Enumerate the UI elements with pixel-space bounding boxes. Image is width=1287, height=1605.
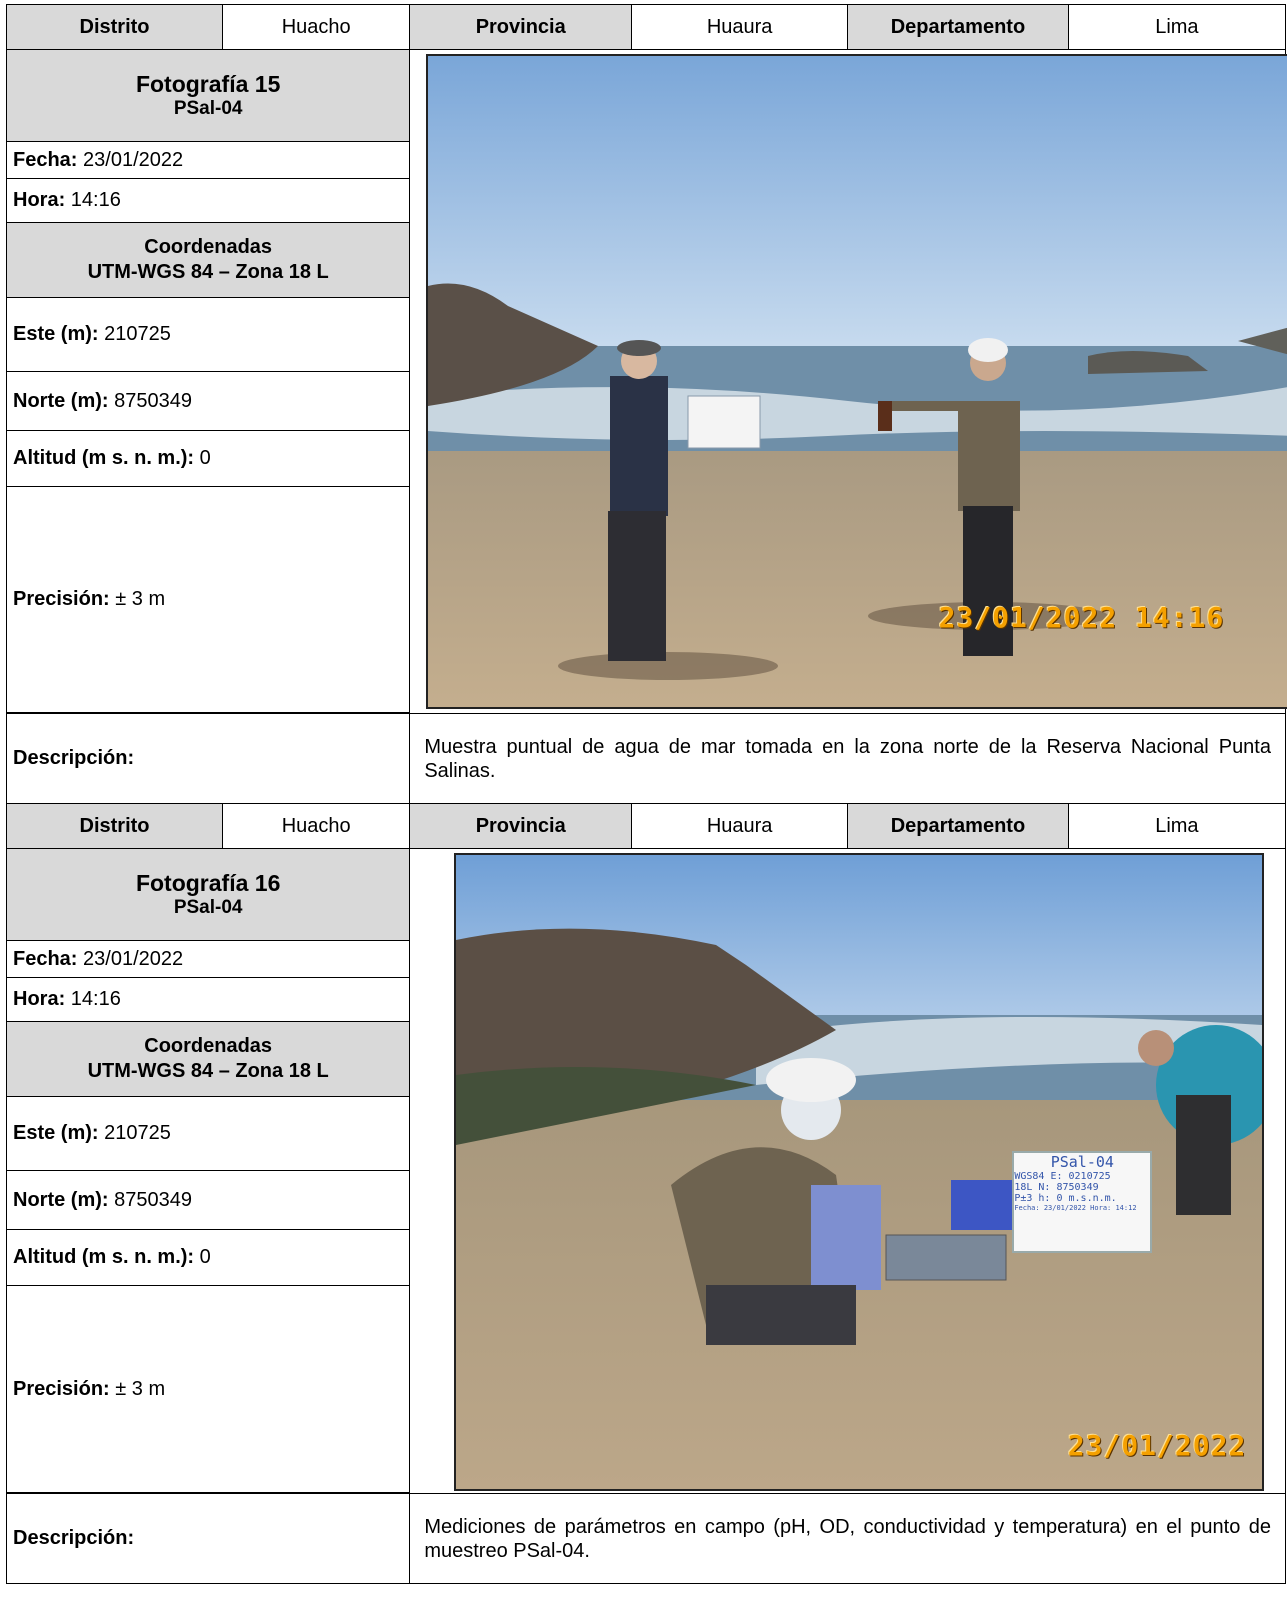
altitud-row — [7, 431, 410, 487]
fecha-value: 23/01/2022 — [83, 947, 184, 970]
departamento-value: Lima — [1068, 5, 1285, 50]
precision-value: ± 3 m — [115, 1377, 166, 1400]
precision-row — [7, 487, 410, 713]
altitud-label: Altitud (m s. n. m.): — [13, 447, 195, 469]
location-header-row — [7, 5, 1286, 50]
photo-cell — [410, 849, 1286, 1494]
hora-row — [7, 978, 410, 1022]
photo-date-stamp: 23/01/2022 — [1067, 1429, 1247, 1462]
precision-value: ± 3 m — [115, 588, 166, 610]
photo-title: Fotografía 15 — [135, 71, 281, 97]
este-row — [7, 1097, 410, 1171]
point-code: PSal-04 — [173, 98, 243, 119]
photo-title-cell — [7, 849, 410, 941]
distrito-value: Huacho — [223, 5, 410, 50]
photo-record-sheet — [6, 4, 1286, 1584]
provincia-value: Huaura — [632, 804, 848, 849]
descripcion-text: Muestra puntual de agua de mar tomada en la zona norte de la Reserva Nacional Punta Salinas. — [410, 714, 1286, 804]
este-label: Este (m): — [13, 1122, 99, 1144]
coord-title: Coordenadas — [144, 236, 273, 258]
fecha-label: Fecha: — [13, 947, 78, 970]
board-line: WGS84 E: 0210725 — [1014, 1171, 1111, 1182]
location-header-row — [7, 804, 1286, 849]
board-line: 18L N: 8750349 — [1014, 1182, 1099, 1193]
provincia-label: Provincia — [410, 5, 632, 50]
fecha-value: 23/01/2022 — [83, 148, 184, 171]
precision-label: Precisión: — [13, 1377, 110, 1400]
photo-title: Fotografía 16 — [135, 870, 281, 896]
este-value: 210725 — [104, 1122, 171, 1144]
este-value: 210725 — [104, 323, 171, 345]
descripcion-label: Descripción: — [7, 714, 410, 804]
norte-label: Norte (m): — [13, 389, 109, 412]
norte-row — [7, 372, 410, 431]
distrito-label: Distrito — [7, 804, 223, 849]
coordinates-header — [7, 1022, 410, 1097]
departamento-label: Departamento — [848, 5, 1069, 50]
norte-label: Norte (m): — [13, 1188, 109, 1211]
altitud-value: 0 — [199, 1246, 211, 1268]
beach-sampling-photo — [426, 54, 1287, 709]
board-line: Fecha: 23/01/2022 Hora: 14:12 — [1014, 1204, 1137, 1212]
distrito-label: Distrito — [7, 5, 223, 50]
hora-value: 14:16 — [70, 988, 121, 1010]
este-label: Este (m): — [13, 323, 99, 345]
board-line: P±3 h: 0 m.s.n.m. — [1014, 1193, 1117, 1204]
este-row — [7, 298, 410, 372]
distrito-value: Huacho — [223, 804, 410, 849]
field-measurement-photo — [454, 853, 1264, 1491]
descripcion-text: Mediciones de parámetros en campo (pH, OD, conductividad y temperatura) en el punto de muestreo PSal-04. — [410, 1494, 1286, 1584]
hora-label: Hora: — [13, 988, 66, 1010]
norte-value: 8750349 — [114, 389, 192, 412]
fecha-label: Fecha: — [13, 148, 78, 171]
photo-cell — [410, 50, 1286, 714]
altitud-value: 0 — [199, 447, 211, 469]
hora-label: Hora: — [13, 189, 66, 211]
norte-value: 8750349 — [114, 1188, 192, 1211]
precision-row — [7, 1286, 410, 1493]
altitud-row — [7, 1230, 410, 1286]
hora-row — [7, 179, 410, 223]
coord-system: UTM-WGS 84 – Zona 18 L — [87, 1060, 329, 1082]
sample-id-board — [1012, 1151, 1152, 1253]
departamento-value: Lima — [1068, 804, 1285, 849]
hora-value: 14:16 — [70, 189, 121, 211]
descripcion-label: Descripción: — [7, 1494, 410, 1584]
precision-label: Precisión: — [13, 588, 110, 610]
point-code: PSal-04 — [173, 897, 243, 918]
departamento-label: Departamento — [848, 804, 1069, 849]
coord-system: UTM-WGS 84 – Zona 18 L — [87, 261, 329, 283]
norte-row — [7, 1171, 410, 1230]
provincia-value: Huaura — [632, 5, 848, 50]
board-line: PSal-04 — [1050, 1153, 1114, 1171]
fecha-row — [7, 142, 410, 179]
provincia-label: Provincia — [410, 804, 632, 849]
fecha-row — [7, 941, 410, 978]
coordinates-header — [7, 223, 410, 298]
altitud-label: Altitud (m s. n. m.): — [13, 1246, 195, 1268]
photo-title-cell — [7, 50, 410, 142]
photo-date-stamp: 23/01/2022 14:16 — [938, 601, 1225, 634]
coord-title: Coordenadas — [144, 1035, 273, 1057]
